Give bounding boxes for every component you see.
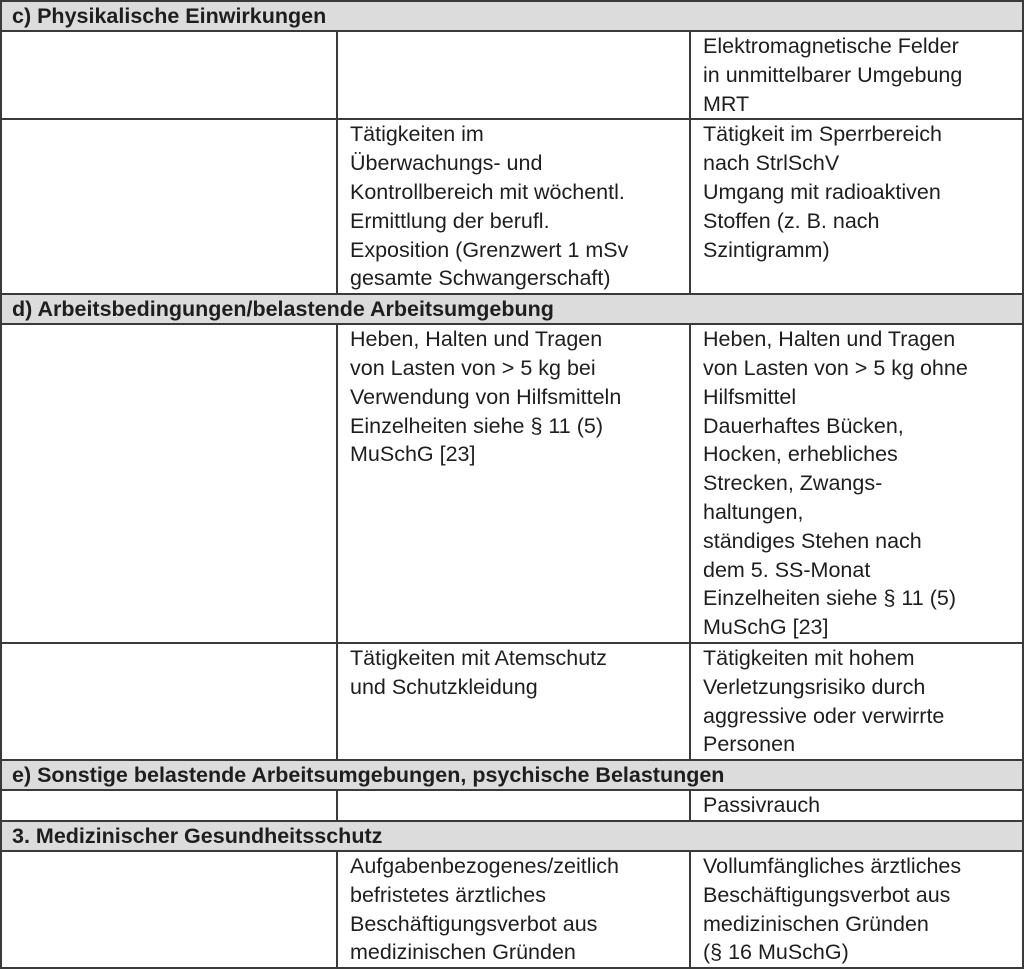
table-cell-col3: [690, 790, 1023, 821]
cell-text-line: von Lasten von > 5 kg bei: [350, 355, 596, 380]
section-header-row: [1, 1, 1023, 31]
table-cell-col2: [337, 851, 690, 968]
cell-text-line: und Schutzkleidung: [350, 674, 538, 699]
cell-text-line: ständiges Stehen nach: [703, 528, 922, 553]
section-header-row: [1, 294, 1023, 324]
cell-text-line: Beschäftigungsverbot aus: [350, 911, 598, 936]
table-body: [1, 1, 1023, 968]
section-title: e) Sonstige belastende Arbeitsumgebungen, psychische Belastungen: [1, 760, 1023, 790]
table-cell-col3: [690, 324, 1023, 643]
cell-text-line: Tätigkeiten im: [350, 122, 484, 147]
table-cell-col2: [337, 119, 690, 294]
cell-text-line: Überwachungs- und: [350, 151, 543, 176]
table-cell-col1: [1, 851, 337, 968]
cell-text-line: MuSchG [23]: [703, 615, 829, 640]
table-cell-col3: [690, 119, 1023, 294]
table-row: [1, 790, 1023, 821]
cell-text-line: Dauerhaftes Bücken,: [703, 413, 904, 438]
cell-text-line: befristetes ärztliches: [350, 882, 546, 907]
table-cell-col1: [1, 643, 337, 760]
table-cell-col1: [1, 790, 337, 821]
cell-text-line: aggressive oder verwirrte: [703, 703, 945, 728]
cell-text-line: medizinischen Gründen: [703, 911, 929, 936]
cell-text-line: Hocken, erhebliches: [703, 442, 898, 467]
cell-text-line: Aufgabenbezogenes/zeitlich: [350, 853, 619, 878]
table-row: [1, 119, 1023, 294]
cell-text-line: Ermittlung der berufl.: [350, 208, 550, 233]
table-cell-col2: [337, 643, 690, 760]
cell-text-line: Elektromagnetische Felder: [703, 34, 959, 58]
table-cell-col2: [337, 31, 690, 119]
cell-text-line: Passivrauch: [703, 793, 821, 818]
cell-text-line: Exposition (Grenzwert 1 mSv: [350, 237, 629, 262]
cell-text-line: medizinischen Gründen: [350, 940, 576, 965]
cell-text-line: Tätigkeit im Sperrbereich: [703, 122, 942, 147]
cell-text-line: Umgang mit radioaktiven: [703, 179, 941, 204]
table-row: [1, 31, 1023, 119]
table-row: [1, 643, 1023, 760]
cell-text-line: dem 5. SS-Monat: [703, 557, 871, 582]
table-cell-col3: [690, 31, 1023, 119]
table-row: [1, 851, 1023, 968]
cell-text-line: Tätigkeiten mit Atemschutz: [350, 645, 607, 670]
cell-text-line: Vollumfängliches ärztliches: [703, 853, 962, 878]
cell-text-line: Szintigramm): [703, 237, 830, 262]
cell-text-line: Verletzungsrisiko durch: [703, 674, 926, 699]
cell-text-line: in unmittelbarer Umgebung: [703, 62, 963, 87]
table-cell-col1: [1, 119, 337, 294]
cell-text-line: Stoffen (z. B. nach: [703, 208, 880, 233]
cell-text-line: Hilfsmittel: [703, 384, 797, 409]
table-cell-col1: [1, 324, 337, 643]
cell-text-line: von Lasten von > 5 kg ohne: [703, 355, 968, 380]
cell-text-line: Verwendung von Hilfsmitteln: [350, 384, 622, 409]
cell-text-line: Heben, Halten und Tragen: [350, 327, 603, 352]
section-title: 3. Medizinischer Gesundheitsschutz: [1, 821, 1023, 851]
section-title: c) Physikalische Einwirkungen: [1, 1, 1023, 31]
section-title: d) Arbeitsbedingungen/belastende Arbeitsumgebung: [1, 294, 1023, 324]
section-header-row: [1, 760, 1023, 790]
cell-text-line: (§ 16 MuSchG): [703, 940, 849, 965]
table-cell-col2: [337, 324, 690, 643]
cell-text-line: Kontrollbereich mit wöchentl.: [350, 179, 625, 204]
cell-text-line: haltungen,: [703, 499, 804, 524]
table-cell-col3: [690, 643, 1023, 760]
section-header-row: [1, 821, 1023, 851]
cell-text-line: Personen: [703, 732, 796, 757]
cell-text-line: MuSchG [23]: [350, 442, 476, 467]
cell-text-line: Strecken, Zwangs-: [703, 471, 883, 496]
cell-text-line: MRT: [703, 91, 750, 116]
table-cell-col1: [1, 31, 337, 119]
cell-text-line: Einzelheiten siehe § 11 (5): [350, 413, 603, 438]
table-cell-col3: [690, 851, 1023, 968]
cell-text-line: Einzelheiten siehe § 11 (5): [703, 586, 956, 611]
cell-text-line: gesamte Schwangerschaft): [350, 266, 611, 291]
cell-text-line: nach StrlSchV: [703, 151, 840, 176]
cell-text-line: Heben, Halten und Tragen: [703, 327, 956, 352]
cell-text-line: Beschäftigungsverbot aus: [703, 882, 951, 907]
table-row: [1, 324, 1023, 643]
table-cell-col2: [337, 790, 690, 821]
cell-text-line: Tätigkeiten mit hohem: [703, 645, 915, 670]
